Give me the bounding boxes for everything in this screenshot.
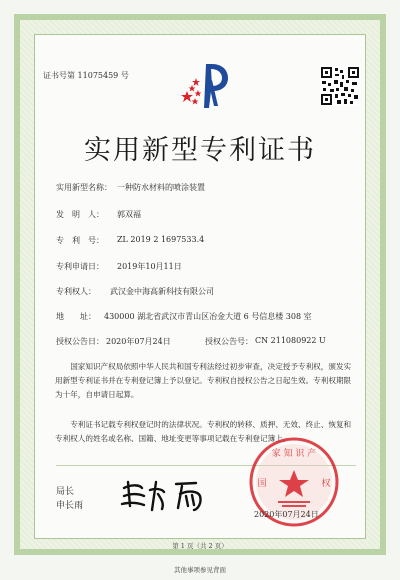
grant-date-value: 2020年07月24日 bbox=[106, 337, 171, 346]
qr-code-icon bbox=[320, 66, 360, 106]
holder-label: 专利权人： bbox=[56, 287, 96, 296]
grant-no-label: 授权公告号： bbox=[205, 337, 253, 346]
name-value: 一种防水材料的喷涂装置 bbox=[117, 183, 205, 192]
name-label: 实用新型名称： bbox=[56, 183, 112, 192]
svg-text:国: 国 bbox=[257, 479, 267, 489]
address-value: 430000 湖北省武汉市青山区冶金大道 6 号信息楼 308 室 bbox=[104, 312, 312, 321]
director-title: 局长 bbox=[56, 487, 75, 497]
inventor-label: 发 明 人： bbox=[56, 210, 104, 219]
address-label: 地 址： bbox=[56, 312, 96, 321]
paragraph-legal-status: 专利证书记载专利权登记时的法律状况。专利权的转移、质押、无效、终止、恢复和专利权人的姓名或名称、国籍、地址变更等事项记载在专利登记簿上。 bbox=[55, 420, 352, 443]
certificate-number bbox=[43, 70, 129, 81]
inventor-value: 郭双福 bbox=[117, 210, 141, 219]
patent-no-value: ZL 2019 2 1697533.4 bbox=[117, 235, 205, 244]
cert-no-value: 11075459 bbox=[77, 71, 119, 80]
handwritten-signature bbox=[118, 476, 214, 516]
cert-no-label: 证书号第 bbox=[43, 71, 75, 80]
grant-date-label: 授权公告日： bbox=[56, 337, 104, 346]
certificate-title: 实用新型专利证书 bbox=[84, 135, 316, 166]
patent-no-label: 专 利 号： bbox=[56, 236, 104, 245]
cert-no-suffix: 号 bbox=[120, 71, 129, 80]
grant-no-value: CN 211080922 U bbox=[255, 336, 326, 345]
filing-date-value: 2019年10月11日 bbox=[117, 262, 182, 271]
svg-text:权: 权 bbox=[321, 479, 331, 489]
seal-date: 2020年07月24日 bbox=[254, 510, 319, 519]
director-name: 申长雨 bbox=[56, 501, 84, 511]
filing-date-label: 专利申请日： bbox=[56, 262, 104, 271]
svg-text:家 知 识 产: 家 知 识 产 bbox=[271, 449, 317, 459]
holder-value: 武汉金中海高新科技有限公司 bbox=[110, 287, 214, 296]
footer-note: 其他事项参见背面 bbox=[174, 566, 226, 574]
paragraph-grant: 国家知识产权局依照中华人民共和国专利法经过初步审查，决定授予专利权，颁发实用新型专利证书并在专利登记簿上予以登记。专利权自授权公告之日起生效。专利权期限为十年，自申请日起算。 bbox=[55, 362, 352, 399]
patent-office-logo-icon bbox=[178, 58, 238, 114]
grant-statement bbox=[55, 360, 355, 402]
page-number: 第 1 页（共 2 页） bbox=[172, 542, 228, 550]
